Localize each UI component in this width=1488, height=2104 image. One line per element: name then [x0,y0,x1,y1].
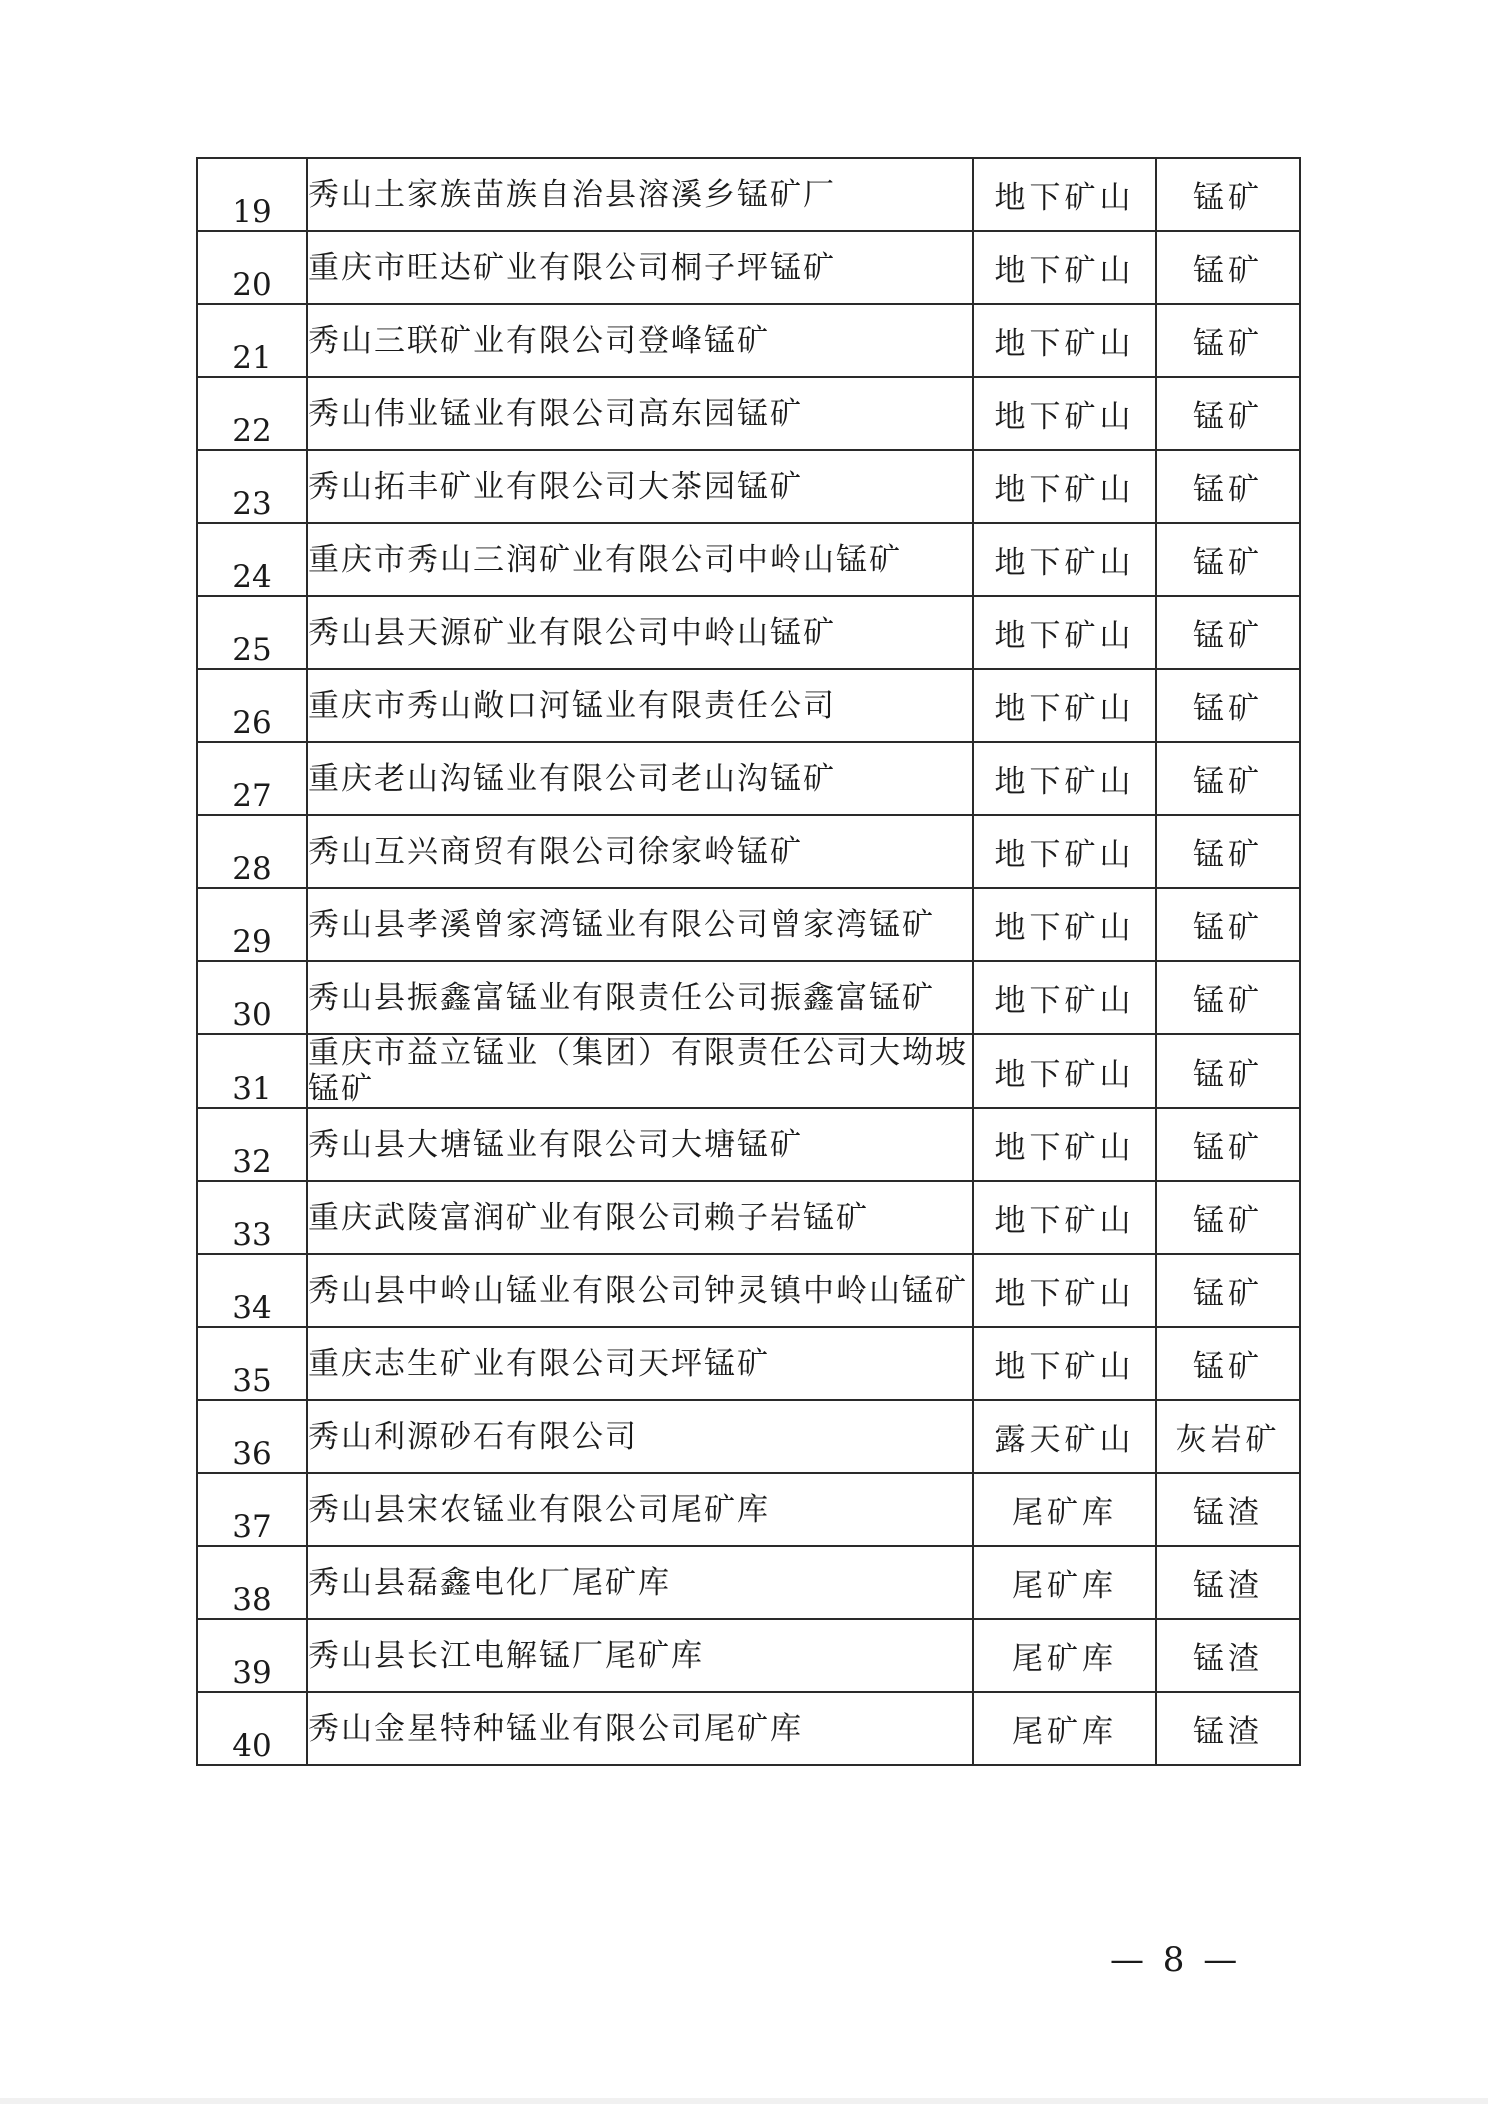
table-row [197,1619,1300,1692]
mine-type: 地下矿山 [973,304,1156,377]
mineral-type: 锰矿 [1156,961,1300,1034]
mineral-type: 灰岩矿 [1156,1400,1300,1473]
company-name: 秀山县大塘锰业有限公司大塘锰矿 [307,1108,973,1181]
company-name: 重庆市益立锰业（集团）有限责任公司大坳坡锰矿 [307,1034,973,1108]
mineral-type: 锰矿 [1156,742,1300,815]
table-row [197,523,1300,596]
mineral-type: 锰矿 [1156,669,1300,742]
table-row [197,1546,1300,1619]
company-name: 重庆武陵富润矿业有限公司赖子岩锰矿 [307,1181,973,1254]
mine-type: 地下矿山 [973,596,1156,669]
mine-type: 露天矿山 [973,1400,1156,1473]
row-number: 20 [197,231,307,304]
table-row [197,304,1300,377]
mine-type: 地下矿山 [973,1034,1156,1108]
mine-type: 地下矿山 [973,450,1156,523]
table-row [197,888,1300,961]
mine-type: 地下矿山 [973,231,1156,304]
company-name: 秀山拓丰矿业有限公司大茶园锰矿 [307,450,973,523]
row-number: 22 [197,377,307,450]
page-number: — 8 — [1110,1940,1242,1980]
mine-type: 地下矿山 [973,1181,1156,1254]
company-name: 秀山县天源矿业有限公司中岭山锰矿 [307,596,973,669]
company-name: 秀山县振鑫富锰业有限责任公司振鑫富锰矿 [307,961,973,1034]
mine-type: 地下矿山 [973,158,1156,231]
mine-type: 地下矿山 [973,961,1156,1034]
mineral-type: 锰渣 [1156,1473,1300,1546]
mine-type: 地下矿山 [973,1108,1156,1181]
table-row [197,1108,1300,1181]
scan-bottom-edge [0,2098,1488,2104]
mineral-type: 锰矿 [1156,158,1300,231]
mine-type: 地下矿山 [973,1254,1156,1327]
table-row [197,377,1300,450]
row-number: 35 [197,1327,307,1400]
mine-type: 地下矿山 [973,669,1156,742]
mineral-type: 锰矿 [1156,1034,1300,1108]
table-row [197,158,1300,231]
mine-type: 地下矿山 [973,377,1156,450]
row-number: 31 [197,1034,307,1108]
mine-type: 地下矿山 [973,888,1156,961]
mineral-type: 锰矿 [1156,523,1300,596]
table-row [197,1327,1300,1400]
mineral-type: 锰矿 [1156,596,1300,669]
row-number: 24 [197,523,307,596]
mineral-type: 锰渣 [1156,1546,1300,1619]
mineral-type: 锰矿 [1156,1181,1300,1254]
mineral-type: 锰矿 [1156,815,1300,888]
mineral-type: 锰渣 [1156,1619,1300,1692]
company-name: 重庆老山沟锰业有限公司老山沟锰矿 [307,742,973,815]
row-number: 38 [197,1546,307,1619]
company-name: 秀山县长江电解锰厂尾矿库 [307,1619,973,1692]
company-name: 重庆市秀山敞口河锰业有限责任公司 [307,669,973,742]
company-name: 秀山县宋农锰业有限公司尾矿库 [307,1473,973,1546]
table-row [197,1181,1300,1254]
company-name: 重庆市秀山三润矿业有限公司中岭山锰矿 [307,523,973,596]
mine-type: 地下矿山 [973,1327,1156,1400]
table-row [197,450,1300,523]
company-name: 秀山伟业锰业有限公司高东园锰矿 [307,377,973,450]
row-number: 34 [197,1254,307,1327]
table-row [197,961,1300,1034]
company-name: 重庆市旺达矿业有限公司桐子坪锰矿 [307,231,973,304]
table-row [197,1692,1300,1765]
row-number: 32 [197,1108,307,1181]
company-name: 秀山三联矿业有限公司登峰锰矿 [307,304,973,377]
table-row [197,815,1300,888]
mineral-type: 锰矿 [1156,231,1300,304]
mine-type: 尾矿库 [973,1619,1156,1692]
mineral-type: 锰矿 [1156,450,1300,523]
company-name: 秀山互兴商贸有限公司徐家岭锰矿 [307,815,973,888]
row-number: 37 [197,1473,307,1546]
row-number: 30 [197,961,307,1034]
mineral-type: 锰渣 [1156,1692,1300,1765]
table-row [197,1473,1300,1546]
row-number: 29 [197,888,307,961]
row-number: 19 [197,158,307,231]
row-number: 33 [197,1181,307,1254]
row-number: 21 [197,304,307,377]
table-row [197,1254,1300,1327]
table-row [197,596,1300,669]
mineral-type: 锰矿 [1156,377,1300,450]
row-number: 23 [197,450,307,523]
mine-type: 地下矿山 [973,815,1156,888]
mine-type: 尾矿库 [973,1546,1156,1619]
row-number: 39 [197,1619,307,1692]
mine-type: 地下矿山 [973,523,1156,596]
mine-type: 地下矿山 [973,742,1156,815]
row-number: 26 [197,669,307,742]
mineral-type: 锰矿 [1156,304,1300,377]
company-name: 重庆志生矿业有限公司天坪锰矿 [307,1327,973,1400]
mine-type: 尾矿库 [973,1473,1156,1546]
company-name: 秀山土家族苗族自治县溶溪乡锰矿厂 [307,158,973,231]
table-row [197,1034,1300,1108]
mineral-type: 锰矿 [1156,1327,1300,1400]
table-row [197,1400,1300,1473]
table-row [197,231,1300,304]
table-row [197,669,1300,742]
mineral-type: 锰矿 [1156,888,1300,961]
table-row [197,742,1300,815]
mineral-type: 锰矿 [1156,1108,1300,1181]
company-name: 秀山利源砂石有限公司 [307,1400,973,1473]
row-number: 36 [197,1400,307,1473]
company-name: 秀山县中岭山锰业有限公司钟灵镇中岭山锰矿 [307,1254,973,1327]
row-number: 40 [197,1692,307,1765]
company-name: 秀山县磊鑫电化厂尾矿库 [307,1546,973,1619]
row-number: 27 [197,742,307,815]
mine-list-table [196,157,1301,1766]
company-name: 秀山金星特种锰业有限公司尾矿库 [307,1692,973,1765]
mineral-type: 锰矿 [1156,1254,1300,1327]
table-body [197,158,1300,1765]
row-number: 25 [197,596,307,669]
mine-type: 尾矿库 [973,1692,1156,1765]
row-number: 28 [197,815,307,888]
company-name: 秀山县孝溪曾家湾锰业有限公司曾家湾锰矿 [307,888,973,961]
